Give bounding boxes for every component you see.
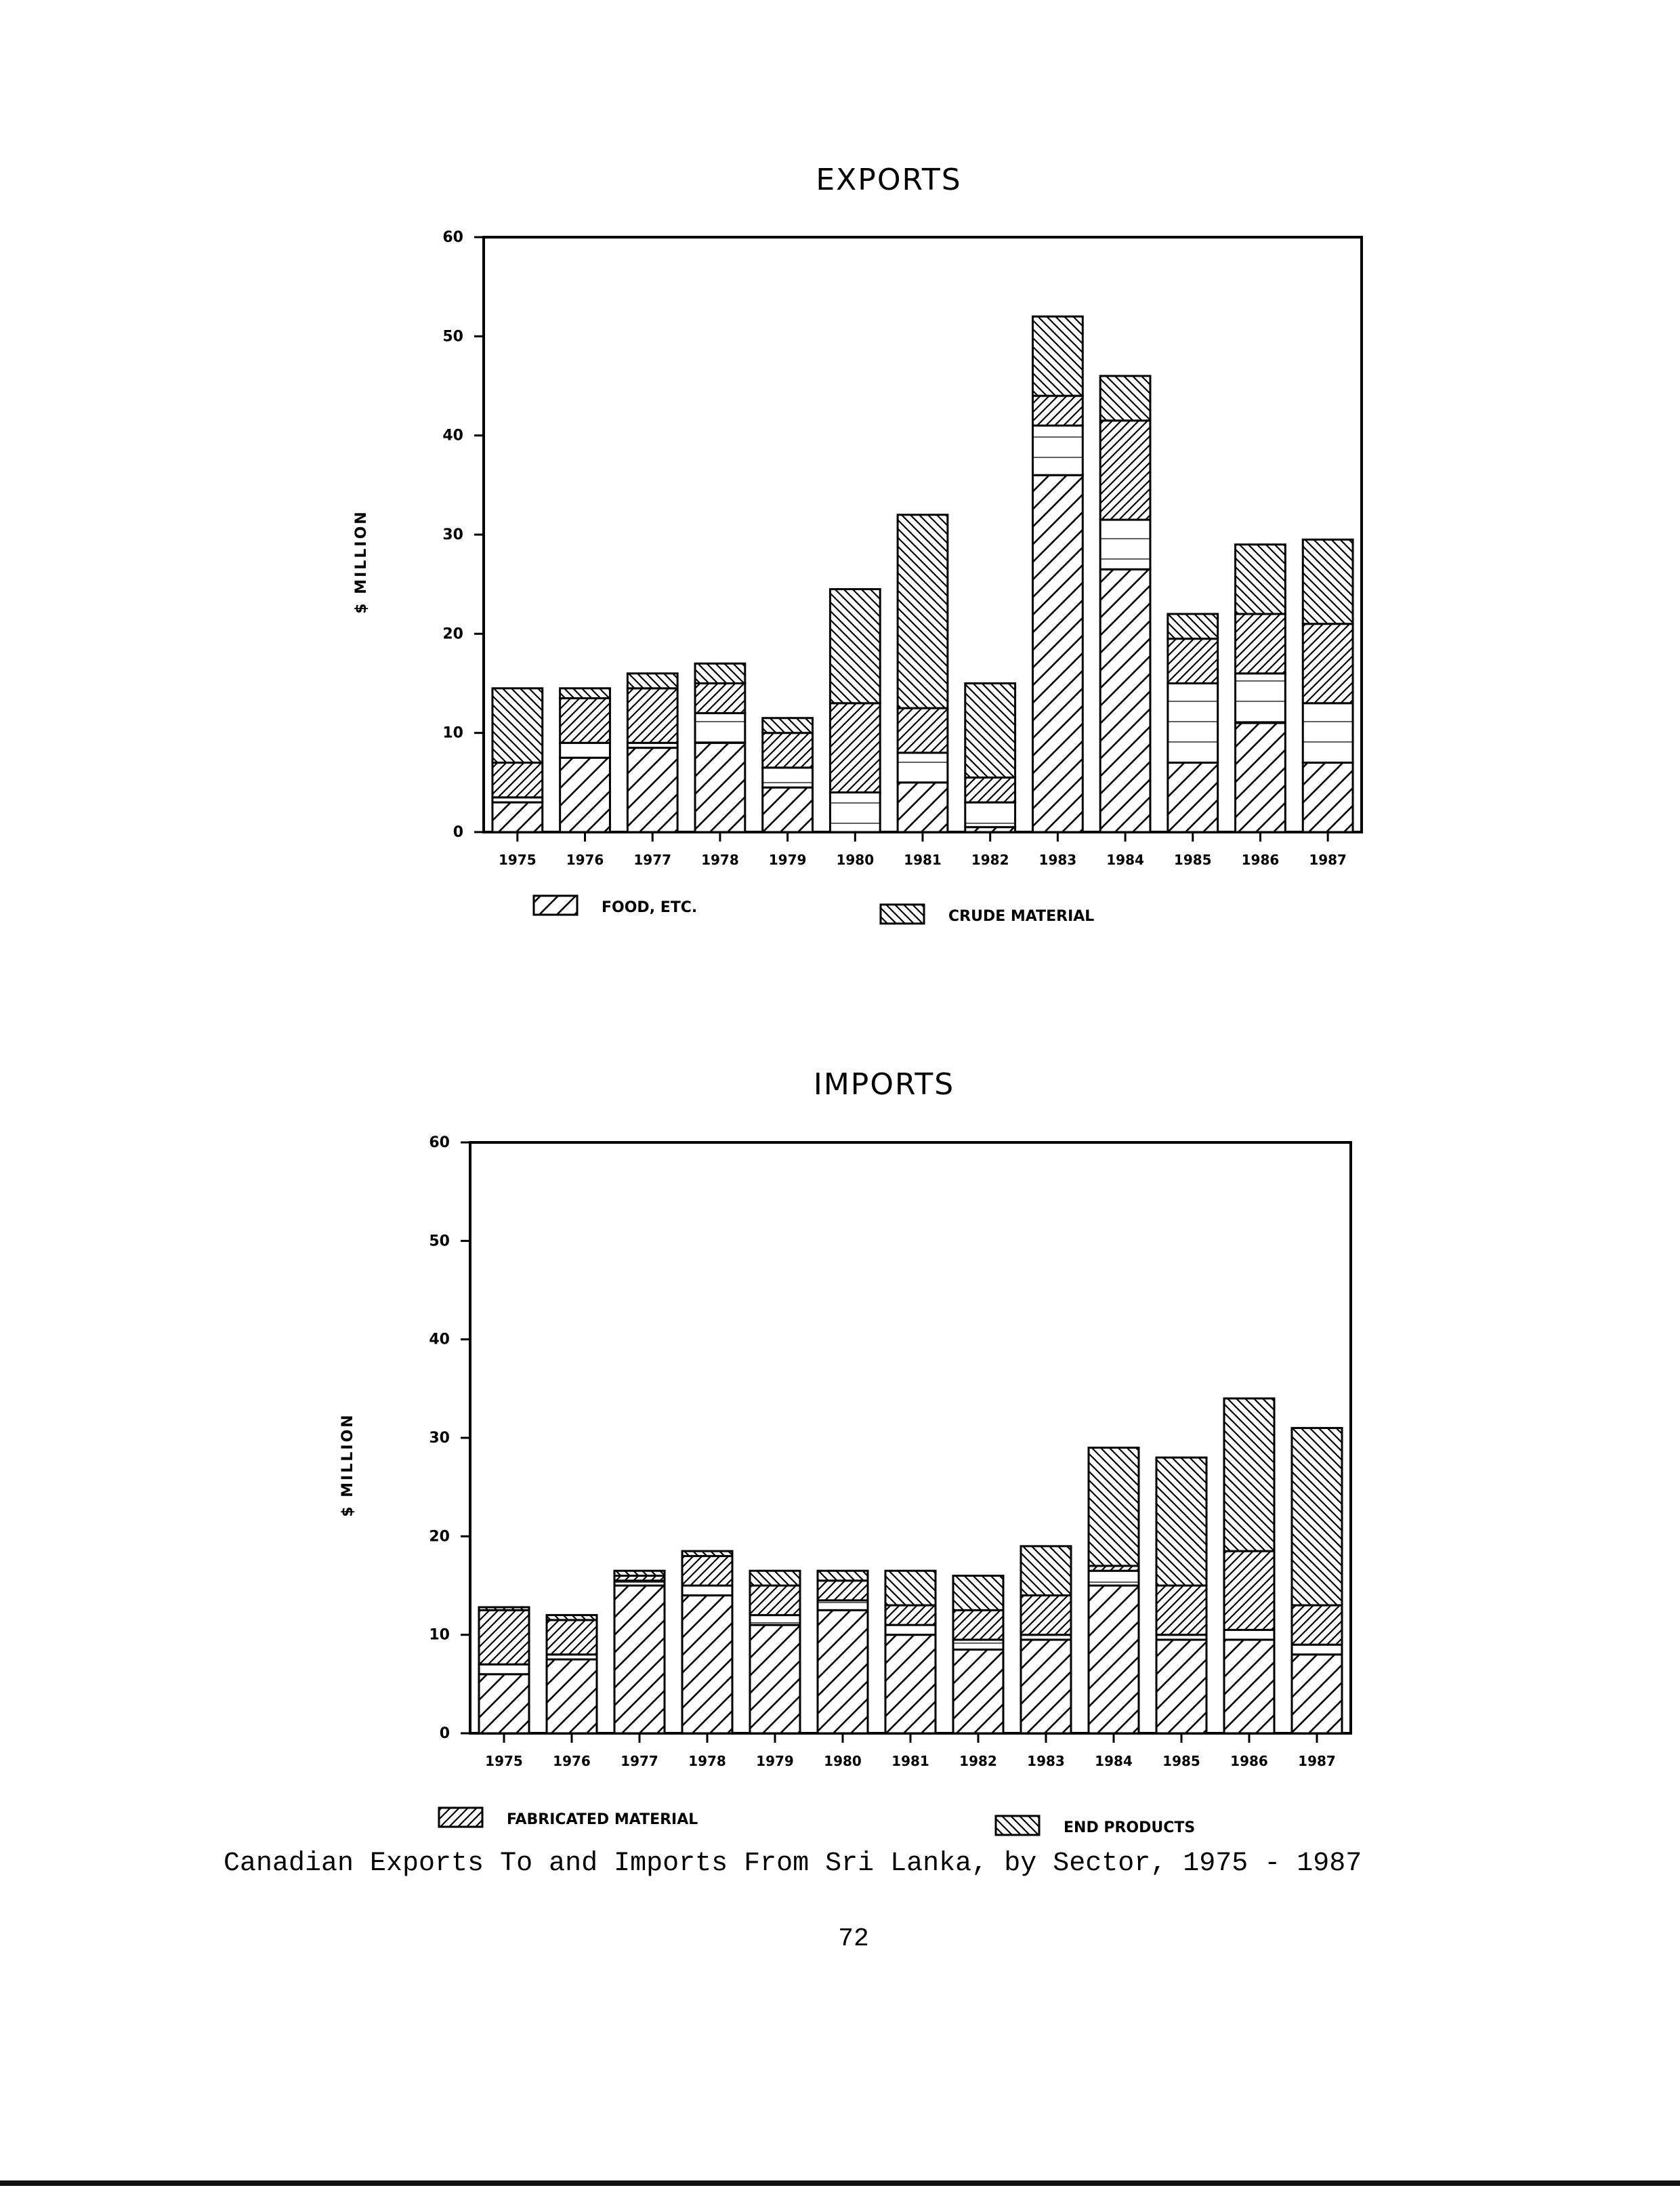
imports-bar-segment-1985-s2 (1156, 1586, 1206, 1635)
exports-x-tick-label: 1986 (1241, 852, 1280, 868)
imports-bar-segment-1977-s3 (614, 1571, 665, 1575)
exports-bar-segment-1978-s3 (695, 663, 745, 683)
imports-bar-segment-1978-s1 (682, 1586, 732, 1596)
imports-bar-segment-1984-s0 (1089, 1586, 1139, 1733)
imports-chart (0, 1104, 1680, 1890)
imports-bar-segment-1977-s0 (614, 1586, 665, 1733)
imports-y-axis-label: $ MILLION (339, 1413, 356, 1517)
exports-y-tick-label: 30 (442, 526, 463, 543)
imports-x-tick-label: 1976 (553, 1753, 591, 1769)
exports-bar-segment-1987-s2 (1303, 624, 1353, 703)
exports-x-tick-label: 1975 (499, 852, 537, 868)
exports-bar-segment-1986-s0 (1236, 723, 1286, 832)
exports-bar-segment-1984-s1 (1100, 520, 1150, 569)
exports-y-tick-label: 60 (442, 229, 463, 246)
exports-bar-segment-1983-s1 (1032, 426, 1083, 475)
imports-legend-swatch (439, 1808, 482, 1827)
imports-bar-segment-1981-s1 (885, 1625, 936, 1635)
imports-x-tick-label: 1979 (756, 1753, 794, 1769)
imports-chart-title: IMPORTS (813, 1067, 955, 1102)
exports-y-tick-label: 40 (442, 427, 463, 444)
imports-bar-segment-1981-s0 (885, 1635, 936, 1733)
imports-x-tick-label: 1981 (891, 1753, 929, 1769)
imports-bar-segment-1986-s0 (1224, 1640, 1274, 1733)
imports-bar-segment-1987-s2 (1292, 1605, 1342, 1645)
imports-bar-segment-1981-s3 (885, 1571, 936, 1605)
imports-bar-segment-1984-s3 (1089, 1448, 1139, 1566)
exports-x-tick-label: 1984 (1106, 852, 1144, 868)
imports-bar-segment-1982-s2 (953, 1610, 1003, 1640)
exports-legend-label: FOOD, ETC. (602, 899, 698, 916)
exports-bar-segment-1979-s3 (763, 718, 813, 733)
exports-bar-segment-1987-s1 (1303, 703, 1353, 763)
imports-bar-segment-1976-s0 (547, 1659, 597, 1733)
imports-bar-segment-1980-s1 (818, 1600, 868, 1611)
imports-bar-segment-1975-s1 (479, 1664, 529, 1674)
exports-bar-segment-1984-s3 (1100, 376, 1150, 421)
imports-bar-segment-1987-s3 (1292, 1428, 1342, 1605)
exports-chart (0, 203, 1680, 1165)
exports-bar-segment-1979-s0 (763, 787, 813, 832)
imports-bar-segment-1980-s3 (818, 1571, 868, 1581)
exports-bar-segment-1983-s0 (1032, 475, 1083, 832)
exports-bar-segment-1982-s3 (965, 684, 1015, 778)
exports-bar-segment-1976-s1 (560, 743, 610, 758)
exports-bar-segment-1985-s2 (1168, 639, 1218, 684)
exports-x-tick-label: 1983 (1038, 852, 1077, 868)
exports-bar-segment-1986-s1 (1236, 674, 1286, 723)
imports-x-tick-label: 1980 (824, 1753, 862, 1769)
exports-bar-segment-1977-s0 (627, 748, 677, 832)
exports-bar-segment-1975-s0 (492, 802, 543, 832)
exports-bar-segment-1983-s3 (1032, 316, 1083, 396)
imports-bar-segment-1978-s0 (682, 1596, 732, 1733)
imports-bar-segment-1975-s2 (479, 1610, 529, 1664)
exports-bar-segment-1978-s1 (695, 713, 745, 743)
imports-bar-segment-1978-s2 (682, 1556, 732, 1586)
exports-bar-segment-1981-s0 (898, 783, 948, 832)
imports-x-tick-label: 1987 (1298, 1753, 1336, 1769)
imports-bar-segment-1986-s3 (1224, 1399, 1274, 1551)
exports-legend-swatch (881, 905, 924, 924)
exports-bar-segment-1985-s1 (1168, 684, 1218, 763)
exports-legend-swatch (534, 896, 577, 915)
imports-y-tick-label: 30 (429, 1430, 450, 1447)
imports-x-tick-label: 1984 (1095, 1753, 1133, 1769)
imports-legend-label: END PRODUCTS (1064, 1819, 1196, 1836)
imports-x-tick-label: 1977 (621, 1753, 658, 1769)
exports-x-tick-label: 1987 (1309, 852, 1347, 868)
imports-bar-segment-1981-s2 (885, 1605, 936, 1625)
imports-x-tick-label: 1985 (1162, 1753, 1200, 1769)
imports-bar-segment-1979-s3 (750, 1571, 800, 1586)
exports-bar-segment-1987-s0 (1303, 763, 1353, 832)
exports-x-tick-label: 1976 (566, 852, 604, 868)
imports-bar-segment-1983-s3 (1021, 1546, 1071, 1596)
exports-bar-segment-1983-s2 (1032, 396, 1083, 426)
imports-bar-segment-1982-s1 (953, 1640, 1003, 1650)
imports-bar-segment-1987-s1 (1292, 1645, 1342, 1655)
imports-y-tick-label: 60 (429, 1134, 450, 1151)
exports-bar-segment-1984-s0 (1100, 569, 1150, 832)
exports-bar-segment-1979-s2 (763, 733, 813, 768)
exports-x-tick-label: 1977 (633, 852, 672, 868)
exports-y-tick-label: 10 (442, 724, 463, 742)
imports-bar-segment-1983-s0 (1021, 1640, 1071, 1733)
imports-y-tick-label: 20 (429, 1528, 450, 1546)
imports-y-tick-label: 0 (439, 1725, 450, 1742)
exports-bar-segment-1975-s2 (492, 763, 543, 798)
imports-bar-segment-1985-s0 (1156, 1640, 1206, 1733)
imports-bar-segment-1982-s3 (953, 1575, 1003, 1610)
exports-legend-label: CRUDE MATERIAL (948, 908, 1095, 925)
imports-x-tick-label: 1978 (688, 1753, 726, 1769)
imports-bar-segment-1979-s1 (750, 1615, 800, 1626)
exports-bar-segment-1981-s3 (898, 515, 948, 708)
imports-bar-segment-1976-s3 (547, 1615, 597, 1620)
exports-bar-segment-1977-s3 (627, 674, 677, 688)
imports-x-tick-label: 1983 (1027, 1753, 1065, 1769)
exports-bar-segment-1980-s3 (830, 589, 880, 703)
imports-legend-label: FABRICATED MATERIAL (507, 1811, 698, 1828)
imports-bar-segment-1985-s3 (1156, 1457, 1206, 1586)
exports-bar-segment-1981-s1 (898, 753, 948, 783)
imports-bar-segment-1984-s1 (1089, 1571, 1139, 1586)
exports-x-tick-label: 1981 (904, 852, 942, 868)
imports-bar-segment-1979-s0 (750, 1625, 800, 1733)
exports-y-tick-label: 20 (442, 625, 463, 643)
exports-y-tick-label: 50 (442, 328, 463, 346)
exports-bar-segment-1975-s3 (492, 688, 543, 763)
exports-bar-segment-1982-s1 (965, 802, 1015, 827)
exports-bar-segment-1981-s2 (898, 708, 948, 753)
exports-bar-segment-1984-s2 (1100, 421, 1150, 520)
imports-bar-segment-1975-s0 (479, 1674, 529, 1733)
exports-bar-segment-1986-s3 (1236, 545, 1286, 614)
imports-legend-swatch (996, 1816, 1039, 1835)
imports-bar-segment-1978-s3 (682, 1551, 732, 1556)
imports-bar-segment-1986-s2 (1224, 1551, 1274, 1630)
imports-x-tick-label: 1982 (959, 1753, 997, 1769)
exports-bar-segment-1979-s1 (763, 768, 813, 787)
exports-x-tick-label: 1980 (836, 852, 875, 868)
imports-bar-segment-1980-s2 (818, 1581, 868, 1600)
imports-bar-segment-1976-s2 (547, 1620, 597, 1655)
imports-bar-segment-1983-s2 (1021, 1596, 1071, 1635)
exports-bar-segment-1980-s2 (830, 703, 880, 793)
figure-caption: Canadian Exports To and Imports From Sri Lanka, by Sector, 1975 - 1987 (224, 1848, 1362, 1879)
page-number: 72 (838, 1924, 869, 1953)
exports-bar-segment-1976-s0 (560, 758, 610, 832)
imports-bar-segment-1975-s3 (479, 1607, 529, 1610)
exports-bar-segment-1976-s3 (560, 688, 610, 699)
exports-x-tick-label: 1982 (971, 852, 1009, 868)
exports-bar-segment-1976-s2 (560, 698, 610, 743)
exports-bar-segment-1978-s2 (695, 684, 745, 714)
imports-y-tick-label: 50 (429, 1233, 450, 1250)
imports-bar-segment-1980-s0 (818, 1610, 868, 1733)
imports-y-tick-label: 40 (429, 1331, 450, 1348)
imports-bar-segment-1986-s1 (1224, 1630, 1274, 1640)
exports-bar-segment-1986-s2 (1236, 614, 1286, 674)
imports-x-tick-label: 1975 (485, 1753, 523, 1769)
imports-y-tick-label: 10 (429, 1626, 450, 1644)
imports-x-tick-label: 1986 (1230, 1753, 1268, 1769)
exports-y-axis-label: $ MILLION (353, 510, 370, 614)
exports-bar-segment-1985-s3 (1168, 614, 1218, 639)
exports-bar-segment-1982-s2 (965, 778, 1015, 803)
bottom-scan-edge (0, 2180, 1680, 2186)
imports-bar-segment-1987-s0 (1292, 1655, 1342, 1733)
exports-bar-segment-1987-s3 (1303, 539, 1353, 623)
exports-chart-title: EXPORTS (816, 163, 962, 197)
exports-y-tick-label: 0 (453, 824, 463, 841)
exports-x-tick-label: 1985 (1173, 852, 1212, 868)
exports-x-tick-label: 1979 (768, 852, 807, 868)
imports-bar-segment-1979-s2 (750, 1586, 800, 1615)
exports-bar-segment-1980-s1 (830, 792, 880, 832)
imports-bar-segment-1982-s0 (953, 1649, 1003, 1733)
exports-x-tick-label: 1978 (701, 852, 739, 868)
exports-bar-segment-1985-s0 (1168, 763, 1218, 832)
exports-bar-segment-1978-s0 (695, 743, 745, 832)
exports-bar-segment-1977-s2 (627, 688, 677, 743)
